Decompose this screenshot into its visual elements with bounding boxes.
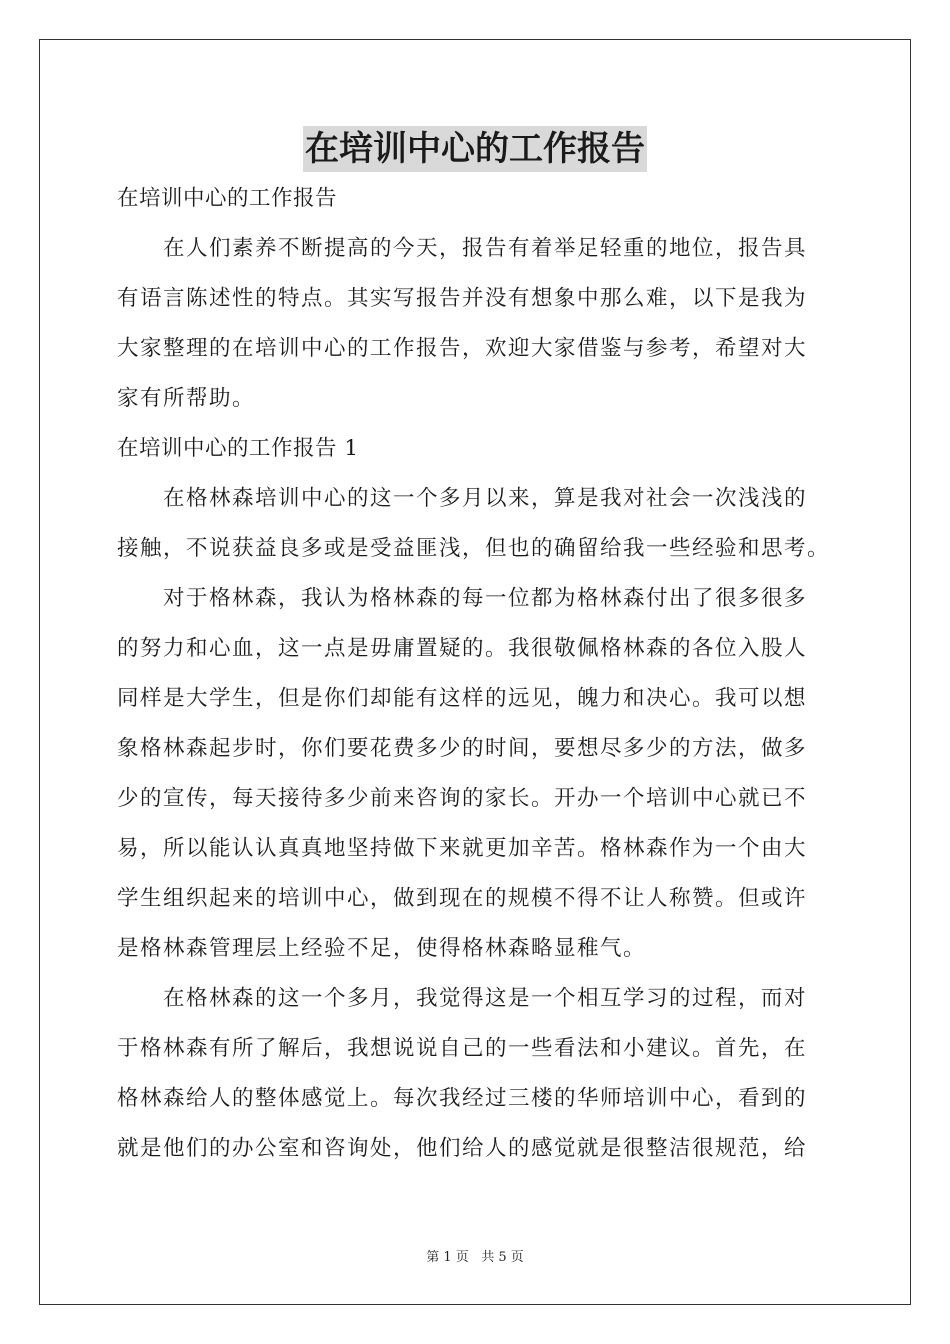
- paragraph-line: 于格林森有所了解后，我想说说自己的一些看法和小建议。首先，在: [117, 1036, 808, 1061]
- paragraph-line: 就是他们的办公室和咨询处，他们给人的感觉就是很整洁很规范，给: [117, 1136, 808, 1161]
- paragraph-line: 家有所帮助。: [117, 386, 256, 411]
- paragraph-line: 象格林森起步时，你们要花费多少的时间，要想尽多少的方法，做多: [117, 736, 808, 761]
- title-wrap: [0, 126, 950, 172]
- paragraph-line: 对于格林森，我认为格林森的每一位都为格林森付出了很多很多: [163, 586, 808, 611]
- paragraph-line: 在格林森培训中心的这一个多月以来，算是我对社会一次浅浅的: [163, 486, 808, 511]
- paragraph-line: 易，所以能认认真真地坚持做下来就更加辛苦。格林森作为一个由大: [117, 836, 808, 861]
- paragraph-line: 大家整理的在培训中心的工作报告，欢迎大家借鉴与参考，希望对大: [117, 336, 808, 361]
- paragraph-line: 在人们素养不断提高的今天，报告有着举足轻重的地位，报告具: [163, 236, 808, 261]
- paragraph-line: 的努力和心血，这一点是毋庸置疑的。我很敬佩格林森的各位入股人: [117, 636, 808, 661]
- paragraph-line: 在格林森的这一个多月，我觉得这是一个相互学习的过程，而对: [163, 986, 808, 1011]
- paragraph-line: 少的宣传，每天接待多少前来咨询的家长。开办一个培训中心就已不: [117, 786, 808, 811]
- paragraph-line: 同样是大学生，但是你们却能有这样的远见，魄力和决心。我可以想: [117, 686, 808, 711]
- document-title: 在培训中心的工作报告: [303, 126, 647, 172]
- paragraph-line: 学生组织起来的培训中心，做到现在的规模不得不让人称赞。但或许: [117, 886, 808, 911]
- paragraph-line: 有语言陈述性的特点。其实写报告并没有想象中那么难，以下是我为: [117, 286, 808, 311]
- paragraph-line: 是格林森管理层上经验不足，使得格林森略显稚气。: [117, 936, 647, 961]
- page-footer: 第 1 页 共 5 页: [426, 1250, 524, 1265]
- section-heading: 在培训中心的工作报告 1: [117, 436, 359, 461]
- document-body: [117, 174, 837, 1174]
- paragraph-line: 格林森给人的整体感觉上。每次我经过三楼的华师培训中心，看到的: [117, 1086, 808, 1111]
- section-heading: 在培训中心的工作报告: [117, 186, 338, 211]
- paragraph-line: 接触，不说获益良多或是受益匪浅，但也的确留给我一些经验和思考。: [117, 536, 831, 561]
